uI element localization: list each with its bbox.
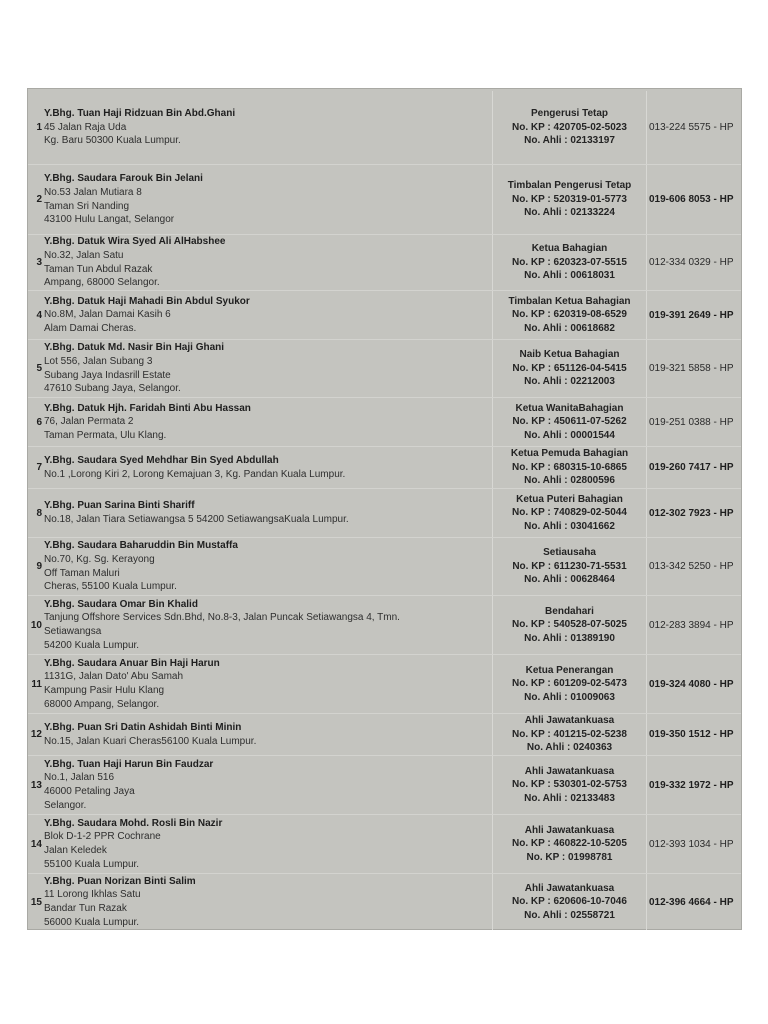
table-row [28, 235, 741, 290]
address-line: Subang Jaya Indasrill Estate [44, 369, 171, 381]
row-number: 13 [30, 779, 42, 791]
member-position [493, 714, 647, 755]
address-line: 76, Jalan Permata 2 [44, 416, 134, 428]
phone-number: 012-283 3894 - HP [649, 619, 734, 631]
address-line: Taman Sri Nanding [44, 200, 130, 212]
row-number: 3 [36, 257, 42, 268]
table-row [28, 91, 741, 164]
address-line: No.18, Jalan Tiara Setiawangsa 5 54200 SetiawangsaKuala Lumpur. [44, 514, 349, 525]
address-line: Ampang, 68000 Selangor. [44, 277, 160, 289]
membership-number: No. Ahli : 00618031 [524, 270, 615, 282]
position-title: Ketua Penerangan [525, 664, 614, 676]
address-line: Lot 556, Jalan Subang 3 [44, 355, 153, 367]
address-line: Bandar Tun Razak [44, 903, 127, 914]
membership-number: No. Ahli : 00628464 [524, 574, 615, 586]
address-line: No.53 Jalan Mutiara 8 [44, 186, 142, 198]
table-row [28, 291, 741, 339]
membership-number: No. KP : 01998781 [526, 851, 613, 863]
member-name: Y.Bhg. Datuk Md. Nasir Bin Haji Ghani [44, 342, 225, 354]
membership-number: No. Ahli : 02133483 [524, 792, 615, 804]
member-name: Y.Bhg. Saudara Mohd. Rosli Bin Nazir [44, 817, 223, 829]
address-line: 43100 Hulu Langat, Selangor [44, 214, 175, 226]
row-number: 6 [36, 416, 42, 428]
row-number: 5 [36, 363, 42, 374]
member-name: Y.Bhg. Saudara Baharuddin Bin Mustaffa [44, 540, 238, 552]
position-title: Timbalan Ketua Bahagian [508, 295, 631, 307]
member-position [493, 91, 647, 164]
address-line: No.15, Jalan Kuari Cheras56100 Kuala Lumpur. [44, 735, 257, 747]
address-line: Taman Permata, Ulu Klang. [44, 429, 167, 441]
member-name: Y.Bhg. Saudara Syed Mehdhar Bin Syed Abdullah [44, 454, 279, 466]
member-position [493, 165, 647, 234]
position-title: Ketua Puteri Bahagian [516, 493, 623, 505]
committee-table [27, 88, 742, 930]
phone-number: 019-350 1512 - HP [649, 729, 734, 740]
address-line: 56000 Kuala Lumpur. [44, 916, 140, 928]
address-line: 46000 Petaling Jaya [44, 786, 135, 797]
phone-number: 019-606 8053 - HP [649, 194, 734, 205]
member-position [493, 235, 647, 290]
member-name: Y.Bhg. Puan Sarina Binti Shariff [44, 500, 195, 512]
member-name: Y.Bhg. Puan Norizan Binti Salim [44, 875, 196, 887]
table-row [28, 714, 741, 755]
position-title: Setiausaha [543, 547, 596, 559]
address-line: Taman Tun Abdul Razak [44, 263, 153, 275]
member-details [43, 340, 493, 397]
ic-number: No. KP : 520319-01-5773 [512, 193, 627, 205]
address-line: Selangor. [44, 799, 87, 811]
address-line: No.1, Jalan 516 [44, 772, 115, 784]
member-details [43, 291, 493, 339]
member-details [43, 398, 493, 446]
member-name: Y.Bhg. Datuk Hjh. Faridah Binti Abu Hassan [44, 402, 251, 414]
member-position [493, 340, 647, 397]
member-position [493, 489, 647, 537]
member-details [43, 91, 493, 164]
row-number: 14 [30, 838, 42, 850]
row-number: 7 [36, 462, 42, 473]
member-details [43, 714, 493, 755]
phone-number: 012-396 4664 - HP [649, 896, 734, 908]
position-title: Ahli Jawatankuasa [524, 715, 615, 727]
position-title: Ahli Jawatankuasa [524, 824, 615, 836]
position-title: Ketua Pemuda Bahagian [510, 448, 629, 460]
membership-number: No. Ahli : 02133224 [524, 207, 615, 219]
table-row [28, 874, 741, 930]
ic-number: No. KP : 460822-10-5205 [512, 838, 627, 850]
membership-number: No. Ahli : 03041662 [524, 520, 615, 532]
phone-number: 019-324 4080 - HP [649, 678, 734, 690]
phone-number: 012-393 1034 - HP [649, 838, 734, 850]
address-line: Kampung Pasir Hulu Klang [44, 685, 165, 696]
membership-number: No. Ahli : 02133197 [524, 135, 615, 147]
row-number: 2 [36, 194, 42, 205]
member-name: Y.Bhg. Datuk Haji Mahadi Bin Abdul Syukor [44, 295, 250, 307]
member-position [493, 874, 647, 930]
member-details [43, 235, 493, 290]
ic-number: No. KP : 420705-02-5023 [512, 121, 627, 133]
ic-number: No. KP : 401215-02-5238 [512, 728, 627, 740]
table-row [28, 815, 741, 873]
phone-number: 013-342 5250 - HP [649, 561, 734, 572]
address-line: Alam Damai Cheras. [44, 322, 137, 334]
membership-number: No. Ahli : 02800596 [524, 475, 615, 487]
member-position [493, 815, 647, 873]
phone-number: 019-251 0388 - HP [649, 416, 734, 428]
address-line: Blok D-1-2 PPR Cochrane [44, 831, 161, 843]
row-number: 15 [30, 896, 42, 908]
table-row [28, 538, 741, 595]
address-line: 1131G, Jalan Dato' Abu Samah [44, 671, 184, 683]
member-details [43, 447, 493, 488]
member-position [493, 291, 647, 339]
ic-number: No. KP : 620606-10-7046 [512, 896, 627, 908]
address-line: 47610 Subang Jaya, Selangor. [44, 383, 181, 395]
member-position [493, 447, 647, 488]
address-line: 54200 Kuala Lumpur. [44, 639, 140, 651]
address-line: 68000 Ampang, Selangor. [44, 698, 160, 710]
position-title: Timbalan Pengerusi Tetap [507, 180, 632, 192]
phone-number: 019-321 5858 - HP [649, 363, 734, 374]
member-name: Y.Bhg. Saudara Farouk Bin Jelani [44, 173, 203, 185]
ic-number: No. KP : 601209-02-5473 [512, 678, 627, 690]
position-title: Naib Ketua Bahagian [519, 349, 620, 361]
member-position [493, 596, 647, 654]
position-title: Ahli Jawatankuasa [524, 765, 615, 777]
member-name: Y.Bhg. Tuan Haji Ridzuan Bin Abd.Ghani [44, 108, 236, 120]
member-position [493, 538, 647, 595]
address-line: No.70, Kg. Sg. Kerayong [44, 553, 155, 565]
table-row [28, 398, 741, 446]
address-line: Cheras, 55100 Kuala Lumpur. [44, 581, 177, 593]
membership-number: No. Ahli : 02558721 [524, 909, 615, 921]
member-position [493, 398, 647, 446]
membership-number: No. Ahli : 00618682 [524, 322, 615, 334]
phone-number: 012-334 0329 - HP [649, 257, 734, 268]
member-name: Y.Bhg. Saudara Omar Bin Khalid [44, 598, 198, 610]
row-number: 8 [36, 507, 42, 519]
row-number: 11 [31, 678, 42, 690]
phone-number: 019-260 7417 - HP [649, 462, 734, 473]
member-details [43, 655, 493, 713]
ic-number: No. KP : 651126-04-5415 [512, 362, 627, 374]
table-row [28, 655, 741, 713]
member-position [493, 756, 647, 814]
member-details [43, 815, 493, 873]
ic-number: No. KP : 620319-08-6529 [512, 309, 627, 321]
table-body [28, 91, 741, 930]
position-title: Ketua Bahagian [531, 243, 608, 255]
address-line: Off Taman Maluri [44, 567, 120, 579]
ic-number: No. KP : 680315-10-6865 [512, 461, 627, 473]
membership-number: No. Ahli : 01389190 [524, 632, 615, 644]
position-title: Pengerusi Tetap [530, 108, 609, 120]
member-name: Y.Bhg. Datuk Wira Syed Ali AlHabshee [44, 236, 226, 248]
address-line: 45 Jalan Raja Uda [44, 121, 127, 133]
address-line: No.1 ,Lorong Kiri 2, Lorong Kemajuan 3, Kg. Pandan Kuala Lumpur. [44, 468, 346, 480]
address-line: Tanjung Offshore Services Sdn.Bhd, No.8-3, Jalan Puncak Setiawangsa 4, Tmn. [44, 612, 400, 624]
table-row [28, 489, 741, 537]
phone-number: 019-332 1972 - HP [649, 779, 734, 791]
row-number: 9 [36, 561, 42, 572]
ic-number: No. KP : 740829-02-5044 [512, 507, 627, 519]
member-details [43, 596, 493, 654]
position-title: Bendahari [545, 605, 594, 617]
membership-number: No. Ahli : 0240363 [526, 742, 613, 754]
member-details [43, 489, 493, 537]
address-line: 11 Lorong Ikhlas Satu [44, 889, 141, 901]
address-line: Kg. Baru 50300 Kuala Lumpur. [44, 135, 181, 147]
member-name: Y.Bhg. Puan Sri Datin Ashidah Binti Minin [44, 721, 242, 733]
membership-number: No. Ahli : 02212003 [524, 376, 615, 388]
ic-number: No. KP : 620323-07-5515 [512, 256, 627, 268]
address-line: No.8M, Jalan Damai Kasih 6 [44, 309, 171, 321]
member-details [43, 756, 493, 814]
table-row [28, 165, 741, 234]
membership-number: No. Ahli : 00001544 [524, 429, 615, 441]
ic-number: No. KP : 530301-02-5753 [512, 779, 627, 791]
row-number: 10 [30, 619, 42, 631]
table-row [28, 596, 741, 654]
ic-number: No. KP : 611230-71-5531 [512, 560, 627, 572]
row-number: 4 [36, 309, 42, 321]
address-line: Jalan Keledek [44, 845, 107, 856]
row-number: 12 [30, 729, 42, 740]
table-row [28, 756, 741, 814]
table-row [28, 447, 741, 488]
address-line: Setiawangsa [44, 626, 102, 637]
phone-number: 013-224 5575 - HP [649, 122, 734, 133]
address-line: 55100 Kuala Lumpur. [44, 858, 140, 870]
member-details [43, 538, 493, 595]
member-details [43, 874, 493, 930]
position-title: Ketua WanitaBahagian [515, 402, 624, 414]
ic-number: No. KP : 450611-07-5262 [512, 416, 627, 428]
ic-number: No. KP : 540528-07-5025 [512, 619, 627, 631]
member-details [43, 165, 493, 234]
row-number: 1 [36, 122, 42, 133]
membership-number: No. Ahli : 01009063 [524, 691, 615, 703]
member-position [493, 655, 647, 713]
address-line: No.32, Jalan Satu [44, 249, 124, 261]
phone-number: 019-391 2649 - HP [649, 309, 734, 321]
member-name: Y.Bhg. Tuan Haji Harun Bin Faudzar [44, 758, 214, 770]
member-name: Y.Bhg. Saudara Anuar Bin Haji Harun [44, 657, 220, 669]
table-row [28, 340, 741, 397]
phone-number: 012-302 7923 - HP [649, 507, 734, 519]
position-title: Ahli Jawatankuasa [524, 882, 615, 894]
